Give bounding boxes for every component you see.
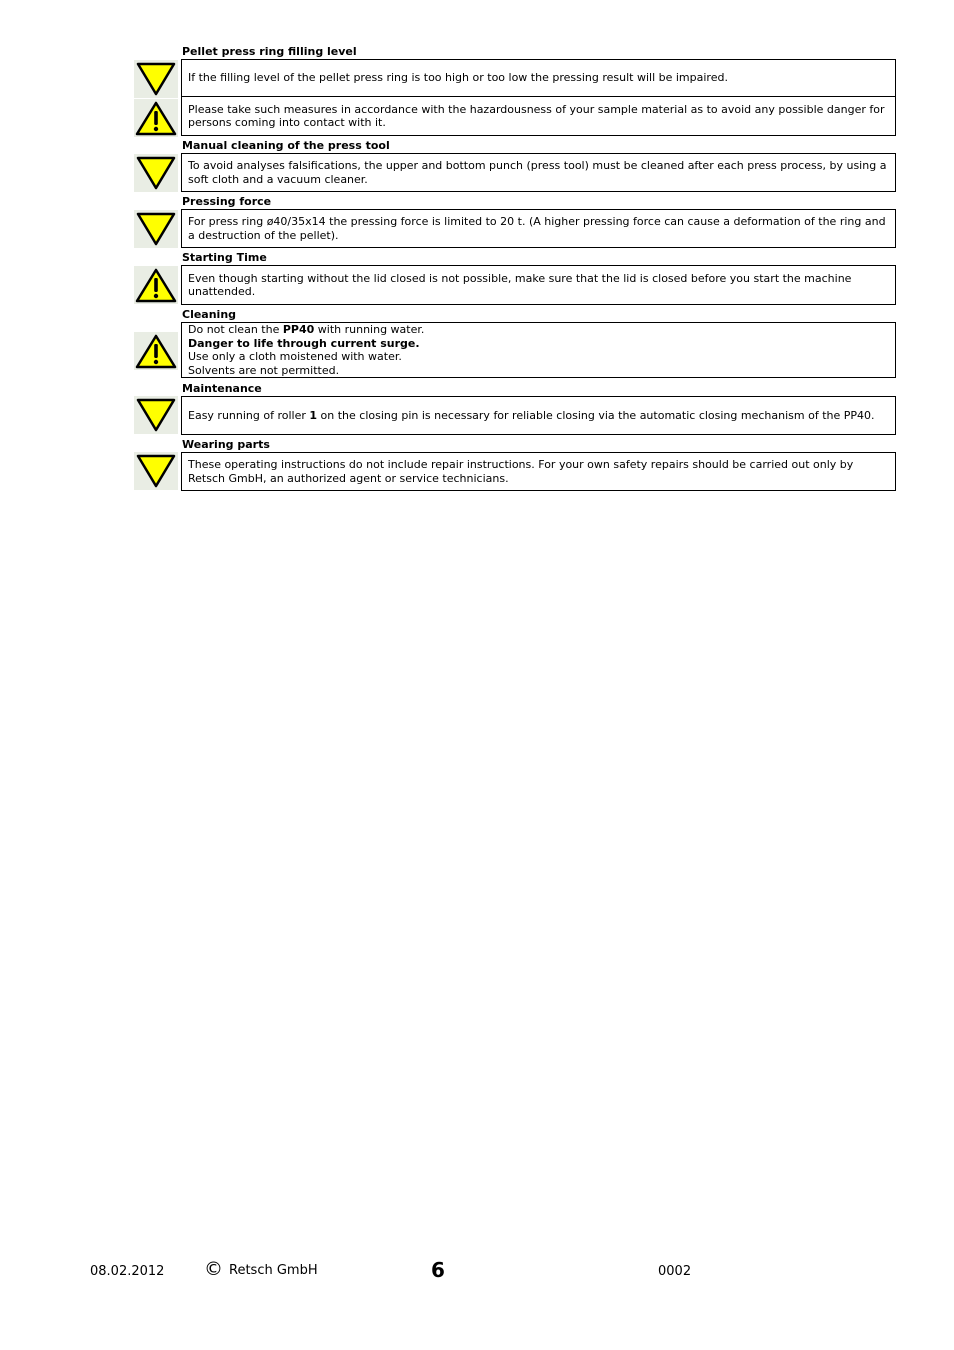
product-name: PP40 xyxy=(282,323,315,336)
section-title: Pressing force xyxy=(182,195,272,208)
cleaning-line-4: Solvents are not permitted. xyxy=(188,363,340,377)
notice-box xyxy=(181,452,896,491)
copyright-icon: © xyxy=(204,1258,223,1280)
company-name: Retsch GmbH xyxy=(229,1263,318,1278)
danger-text: Danger to life through current surge. xyxy=(188,336,420,350)
section-title: Maintenance xyxy=(182,382,262,395)
notice-text xyxy=(188,323,889,377)
section-pressing-force xyxy=(134,195,898,249)
section-maintenance xyxy=(134,382,898,436)
notice-box xyxy=(181,322,896,378)
warning-exclamation-icon xyxy=(134,266,178,304)
caution-triangle-icon xyxy=(134,154,178,192)
notice-box xyxy=(181,153,896,192)
section-title: Wearing parts xyxy=(182,438,270,451)
cleaning-line-1 xyxy=(188,323,889,337)
section-title: Cleaning xyxy=(182,308,237,321)
notice-text xyxy=(188,409,889,423)
notice-box xyxy=(181,96,896,136)
text-segment: Easy running of roller xyxy=(188,408,310,422)
notice-text: If the filling level of the pellet press ring is too high or too low the pressing result will be impaired. xyxy=(188,71,728,85)
text-segment: on the closing pin is necessary for reliable closing via the automatic closing mechanism of the PP40. xyxy=(317,408,875,422)
footer-code: 0002 xyxy=(658,1264,692,1279)
warning-exclamation-icon xyxy=(134,332,178,370)
footer-copyright xyxy=(204,1258,318,1280)
section-pellet-press-ring xyxy=(134,45,898,137)
section-title: Manual cleaning of the press tool xyxy=(182,139,390,152)
caution-triangle-icon xyxy=(134,60,178,98)
roller-number: 1 xyxy=(309,408,318,422)
notice-text: For press ring ø40/35x14 the pressing force is limited to 20 t. (A higher pressing force can cause a deformation of the ring and a destruction of the pellet). xyxy=(188,215,886,242)
notice-box xyxy=(181,59,896,97)
notice-box xyxy=(181,396,896,435)
section-title: Starting Time xyxy=(182,251,267,264)
section-title: Pellet press ring filling level xyxy=(182,45,357,58)
notice-box xyxy=(181,209,896,248)
caution-triangle-icon xyxy=(134,452,178,490)
section-cleaning xyxy=(134,308,898,380)
footer-date: 08.02.2012 xyxy=(90,1264,165,1279)
caution-triangle-icon xyxy=(134,396,178,434)
caution-triangle-icon xyxy=(134,210,178,248)
notice-text: To avoid analyses falsifications, the upper and bottom punch (press tool) must be cleaned after each press process, by using a soft cloth and a vacuum cleaner. xyxy=(188,159,887,186)
cleaning-danger-line xyxy=(188,337,889,351)
text-segment: with running water. xyxy=(314,323,425,336)
warning-exclamation-icon xyxy=(134,99,178,137)
notice-text: Even though starting without the lid closed is not possible, make sure that the lid is closed before you start the machine unattended. xyxy=(188,271,852,298)
section-manual-cleaning xyxy=(134,139,898,193)
notice-box xyxy=(181,265,896,305)
notice-text: These operating instructions do not include repair instructions. For your own safety repairs should be carried out only by Retsch GmbH, an authorized agent or service technicians. xyxy=(188,458,854,485)
text-segment: Do not clean the xyxy=(188,323,283,336)
page-number: 6 xyxy=(431,1258,445,1282)
cleaning-line-3: Use only a cloth moistened with water. xyxy=(188,350,402,363)
notice-text: Please take such measures in accordance with the hazardousness of your sample material as to avoid any possible danger for persons coming into contact with it. xyxy=(188,102,885,129)
section-wearing-parts xyxy=(134,438,898,492)
section-starting-time xyxy=(134,251,898,306)
